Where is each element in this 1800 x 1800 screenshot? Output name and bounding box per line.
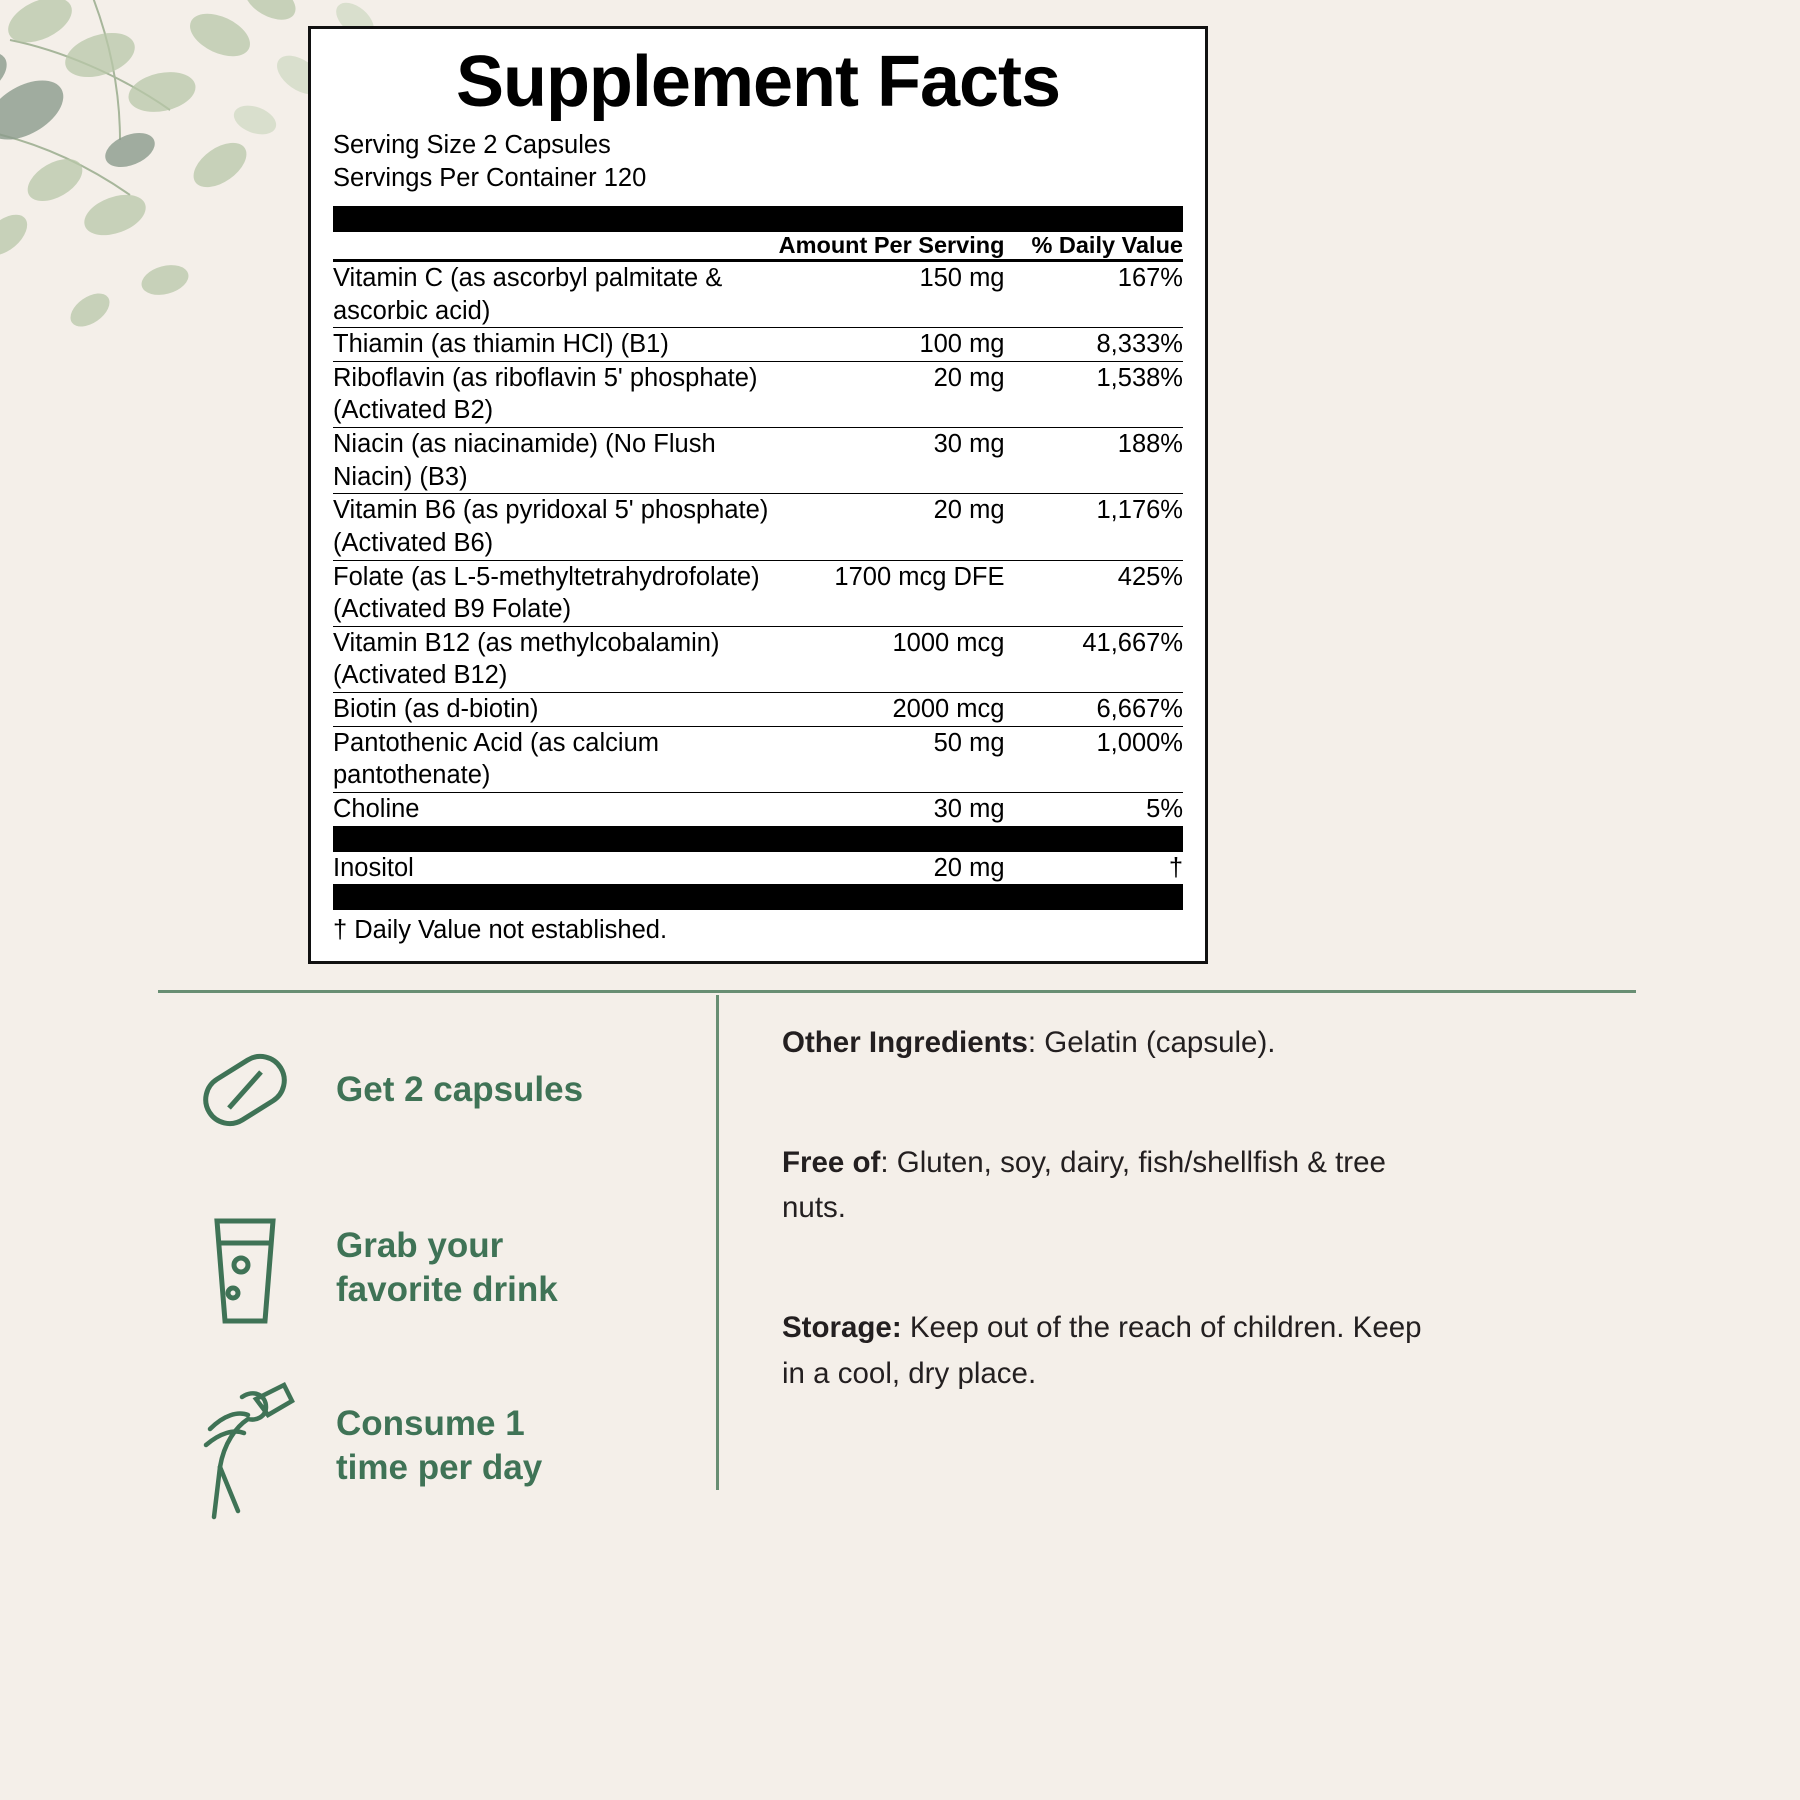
nutrient-name: Thiamin (as thiamin HCl) (B1) bbox=[333, 328, 775, 362]
nutrient-amount: 1000 mcg bbox=[775, 626, 1005, 692]
nutrient-dv: 41,667% bbox=[1005, 626, 1184, 692]
step-label-line1: Consume 1 bbox=[336, 1404, 525, 1444]
step-label: Get 2 capsules bbox=[336, 1070, 584, 1110]
thick-rule-middle bbox=[333, 826, 1183, 852]
usage-steps bbox=[180, 1010, 700, 1544]
product-notes bbox=[782, 1020, 1442, 1471]
nutrient-dv: 1,538% bbox=[1005, 361, 1184, 427]
header-spacer bbox=[333, 232, 775, 259]
supplement-facts-panel bbox=[308, 26, 1208, 964]
table-row bbox=[333, 852, 1183, 885]
table-row bbox=[333, 428, 1183, 494]
nutrient-amount: 2000 mcg bbox=[775, 693, 1005, 727]
nutrient-dv: 1,000% bbox=[1005, 726, 1184, 792]
nutrient-name: Vitamin C (as ascorbyl palmitate & ascorbic acid) bbox=[333, 263, 723, 325]
list-item bbox=[180, 1188, 700, 1348]
storage-note bbox=[782, 1305, 1442, 1396]
daily-value-footnote: † Daily Value not established. bbox=[333, 916, 668, 945]
nutrient-name: Riboflavin (as riboflavin 5' phosphate) (Activated B2) bbox=[333, 361, 775, 427]
nutrient-amount: 50 mg bbox=[775, 726, 1005, 792]
nutrient-dv: 8,333% bbox=[1005, 328, 1184, 362]
nutrient-name: Vitamin B6 (as pyridoxal 5' phosphate) (Activated B6) bbox=[333, 494, 775, 560]
note-separator bbox=[902, 1311, 910, 1344]
nutrient-dv: 425% bbox=[1005, 560, 1184, 626]
nutrient-name: Vitamin B12 (as methylcobalamin) (Activated B12) bbox=[333, 626, 775, 692]
nutrient-dv: 167% bbox=[1117, 263, 1183, 292]
step-label bbox=[336, 1402, 542, 1490]
note-separator: : bbox=[880, 1145, 897, 1179]
nutrient-dv: 5% bbox=[1005, 792, 1184, 825]
table-row bbox=[333, 792, 1183, 825]
note-heading: Storage: bbox=[782, 1311, 902, 1345]
nutrient-amount: 20 mg bbox=[933, 853, 1005, 882]
note-text: Gluten, soy, dairy, fish/shellfish & tree nuts. bbox=[782, 1145, 1386, 1225]
nutrient-dv: † bbox=[1168, 853, 1183, 882]
list-item bbox=[180, 1010, 700, 1170]
nutrient-name: Biotin (as d-biotin) bbox=[333, 693, 775, 727]
person-drinking-icon bbox=[180, 1371, 310, 1521]
nutrient-name: Choline bbox=[333, 792, 775, 825]
note-heading: Free of bbox=[782, 1145, 881, 1179]
step-label-line2: favorite drink bbox=[336, 1270, 558, 1309]
table-row bbox=[333, 560, 1183, 626]
table-row bbox=[333, 693, 1183, 727]
nutrient-name: Inositol bbox=[333, 853, 414, 882]
other-ingredients-note bbox=[782, 1020, 1442, 1066]
table-row bbox=[333, 626, 1183, 692]
column-header-amount: Amount Per Serving bbox=[778, 231, 1005, 258]
table-row bbox=[333, 494, 1183, 560]
nutrient-rows bbox=[333, 262, 1183, 826]
serving-size: Serving Size 2 Capsules bbox=[333, 130, 611, 159]
column-header-daily-value: % Daily Value bbox=[1031, 231, 1183, 258]
nutrient-name: Folate (as L-5-methyltetrahydrofolate) (Activated B9 Folate) bbox=[333, 560, 775, 626]
free-of-note bbox=[782, 1140, 1442, 1231]
nutrient-amount: 30 mg bbox=[775, 428, 1005, 494]
drinking-glass-icon bbox=[180, 1203, 310, 1333]
nutrient-dv: 6,667% bbox=[1005, 693, 1184, 727]
step-label-line2: time per day bbox=[336, 1448, 543, 1487]
table-header-row bbox=[333, 232, 1183, 259]
note-separator: : bbox=[1027, 1026, 1045, 1059]
nutrient-amount: 30 mg bbox=[775, 792, 1005, 825]
nutrient-name: Pantothenic Acid (as calcium pantothenate) bbox=[333, 726, 775, 792]
table-row bbox=[333, 726, 1183, 792]
servings-per-container: Servings Per Container 120 bbox=[333, 164, 647, 193]
extra-nutrient-row bbox=[333, 852, 1183, 885]
table-row bbox=[333, 361, 1183, 427]
table-row bbox=[333, 262, 1183, 328]
thick-rule-bottom bbox=[333, 884, 1183, 910]
nutrient-amount: 150 mg bbox=[919, 263, 1005, 292]
capsule-icon bbox=[180, 1040, 310, 1140]
thick-rule-top bbox=[333, 206, 1183, 232]
step-label bbox=[336, 1224, 558, 1312]
list-item bbox=[180, 1366, 700, 1526]
nutrient-amount: 100 mg bbox=[775, 328, 1005, 362]
vertical-divider bbox=[716, 995, 719, 1490]
nutrient-amount: 20 mg bbox=[775, 494, 1005, 560]
step-label-line1: Grab your bbox=[336, 1226, 504, 1266]
nutrient-name: Niacin (as niacinamide) (No Flush Niacin) (B3) bbox=[333, 428, 775, 494]
note-text: Gelatin (capsule). bbox=[1044, 1026, 1276, 1059]
nutrient-amount: 20 mg bbox=[775, 361, 1005, 427]
table-row bbox=[333, 328, 1183, 362]
nutrient-dv: 188% bbox=[1005, 428, 1184, 494]
nutrient-dv: 1,176% bbox=[1005, 494, 1184, 560]
note-heading: Other Ingredients bbox=[782, 1026, 1028, 1059]
note-text: Keep out of the reach of children. Keep in a cool, dry place. bbox=[782, 1311, 1422, 1390]
nutrient-amount: 1700 mcg DFE bbox=[775, 560, 1005, 626]
nutrition-table bbox=[333, 232, 1183, 259]
page-title: Supplement Facts bbox=[455, 42, 1061, 122]
horizontal-divider bbox=[158, 990, 1636, 993]
